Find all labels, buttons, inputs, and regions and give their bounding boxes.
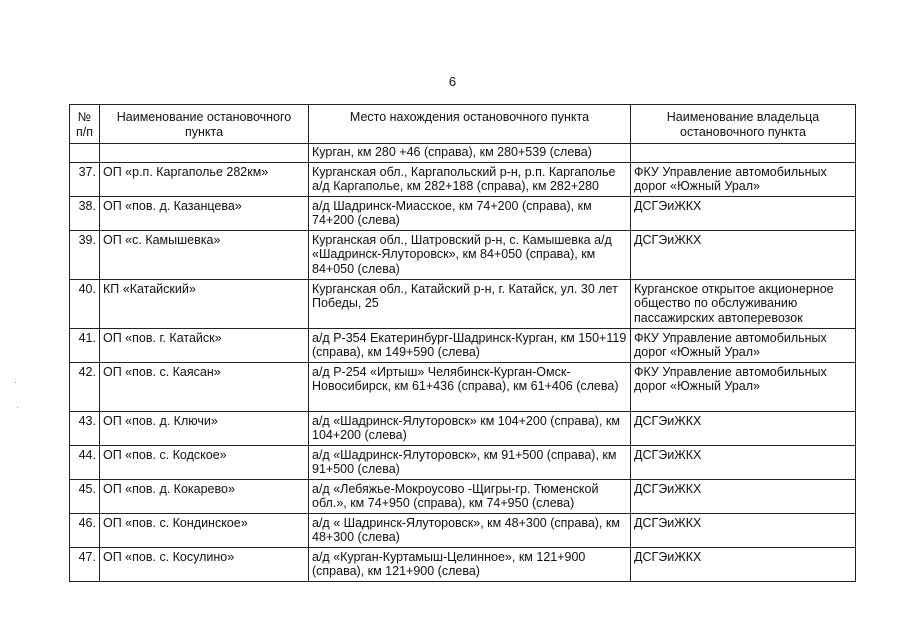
cell-place: Курганская обл., Каргапольский р-н, р.п. Каргаполье а/д Каргаполье, км 282+188 (справа), км 282+280 <box>309 162 631 196</box>
cell-name: ОП «с. Камышевка» <box>100 230 309 279</box>
cell-owner: ФКУ Управление автомобильных дорог «Южный Урал» <box>631 362 856 411</box>
cell-place: а/д «Шадринск-Ялуторовск» км 104+200 (справа), км 104+200 (слева) <box>309 411 631 445</box>
cell-num: 47. <box>70 547 100 581</box>
header-owner: Наименование владельца остановочного пункта <box>631 105 856 144</box>
cell-name: ОП «пов. д. Ключи» <box>100 411 309 445</box>
cell-num: 41. <box>70 328 100 362</box>
cell-owner: ФКУ Управление автомобильных дорог «Южный Урал» <box>631 328 856 362</box>
cell-place: а/д «Лебяжье-Мокроусово -Щигры-гр. Тюменской обл.», км 74+950 (справа), км 74+950 (слева) <box>309 479 631 513</box>
cell-place: а/д Шадринск-Миасское, км 74+200 (справа), км 74+200 (слева) <box>309 196 631 230</box>
cell-name: КП «Катайский» <box>100 279 309 328</box>
table-row <box>70 196 856 230</box>
cell-owner: ДСГЭиЖКХ <box>631 196 856 230</box>
table-row <box>70 547 856 581</box>
cell-owner: ДСГЭиЖКХ <box>631 547 856 581</box>
cell-owner: ФКУ Управление автомобильных дорог «Южный Урал» <box>631 162 856 196</box>
cell-owner: ДСГЭиЖКХ <box>631 445 856 479</box>
header-place: Место нахождения остановочного пункта <box>309 105 631 144</box>
cell-place: а/д «Шадринск-Ялуторовск», км 91+500 (справа), км 91+500 (слева) <box>309 445 631 479</box>
margin-speck <box>15 382 16 383</box>
cell-place: а/д Р-354 Екатеринбург-Шадринск-Курган, км 150+119 (справа), км 149+590 (слева) <box>309 328 631 362</box>
cell-num: 45. <box>70 479 100 513</box>
cell-num: 38. <box>70 196 100 230</box>
cell-owner: Курганское открытое акционерное общество по обслуживанию пассажирских автоперевозок <box>631 279 856 328</box>
table-row <box>70 279 856 328</box>
header-num: № п/п <box>70 105 100 144</box>
table-row <box>70 479 856 513</box>
page-number: 6 <box>448 74 457 89</box>
table-row <box>70 162 856 196</box>
cell-name: ОП «пов. с. Каясан» <box>100 362 309 411</box>
cell-place: Курганская обл., Шатровский р-н, с. Камышевка а/д «Шадринск-Ялуторовск», км 84+050 (справа), км 84+050 (слева) <box>309 230 631 279</box>
cell-place: а/д « Шадринск-Ялуторовск», км 48+300 (справа), км 48+300 (слева) <box>309 513 631 547</box>
cell-place: а/д «Курган-Куртамыш-Целинное», км 121+900 (справа), км 121+900 (слева) <box>309 547 631 581</box>
cell-name: ОП «пов. г. Катайск» <box>100 328 309 362</box>
cell-owner: ДСГЭиЖКХ <box>631 411 856 445</box>
table-row <box>70 362 856 411</box>
cell-owner: ДСГЭиЖКХ <box>631 513 856 547</box>
cell-name: ОП «р.п. Каргаполье 282км» <box>100 162 309 196</box>
cell-num: 40. <box>70 279 100 328</box>
cell-name: ОП «пов. д. Кокарево» <box>100 479 309 513</box>
cell-num: 46. <box>70 513 100 547</box>
cell-name: ОП «пов. с. Кондинское» <box>100 513 309 547</box>
margin-speck <box>17 407 18 408</box>
cell-num <box>70 144 100 163</box>
cell-owner: ДСГЭиЖКХ <box>631 479 856 513</box>
cell-num: 39. <box>70 230 100 279</box>
header-name: Наименование остановочного пункта <box>100 105 309 144</box>
table-header-row <box>70 105 856 144</box>
cell-name <box>100 144 309 163</box>
cell-owner <box>631 144 856 163</box>
cell-name: ОП «пов. с. Косулино» <box>100 547 309 581</box>
table-row <box>70 328 856 362</box>
cell-name: ОП «пов. д. Казанцева» <box>100 196 309 230</box>
cell-num: 44. <box>70 445 100 479</box>
cell-num: 42. <box>70 362 100 411</box>
table-row <box>70 513 856 547</box>
table-row <box>70 411 856 445</box>
cell-num: 37. <box>70 162 100 196</box>
bus-stops-table <box>69 104 856 582</box>
cell-place: Курганская обл., Катайский р-н, г. Катайск, ул. 30 лет Победы, 25 <box>309 279 631 328</box>
cell-place: Курган, км 280 +46 (справа), км 280+539 (слева) <box>309 144 631 163</box>
table-row <box>70 445 856 479</box>
cell-place: а/д Р-254 «Иртыш» Челябинск-Курган-Омск-Новосибирск, км 61+436 (справа), км 61+406 (слева) <box>309 362 631 411</box>
cell-owner: ДСГЭиЖКХ <box>631 230 856 279</box>
table-row <box>70 230 856 279</box>
cell-name: ОП «пов. с. Кодское» <box>100 445 309 479</box>
table-row <box>70 144 856 163</box>
cell-num: 43. <box>70 411 100 445</box>
